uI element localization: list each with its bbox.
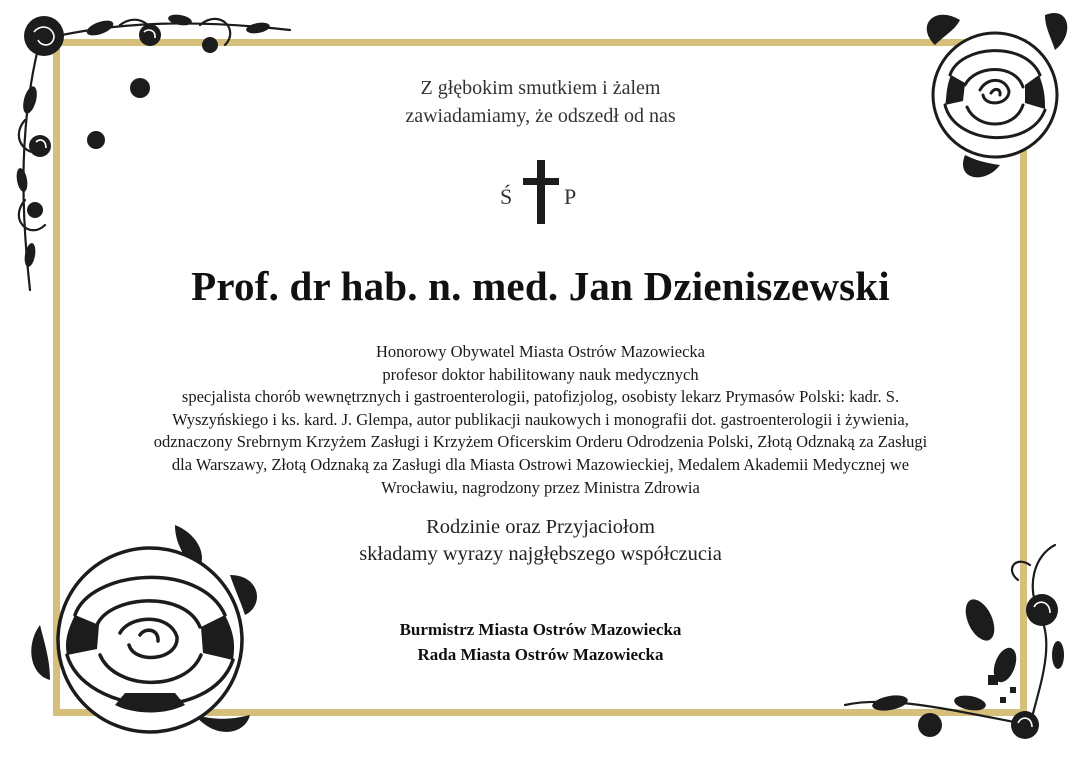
bio-line: Honorowy Obywatel Miasta Ostrów Mazowiecka xyxy=(375,342,705,361)
bio-line: dla Warszawy, Złotą Odznaką za Zasługi dla Miasta Ostrowi Mazowieckiej, Medalem Akademii Medycznej we xyxy=(171,454,910,474)
cross-icon xyxy=(523,160,559,224)
deceased-name: Prof. dr hab. n. med. Jan Dzieniszewski xyxy=(191,263,890,309)
condolence-text xyxy=(0,514,1081,568)
biography xyxy=(80,341,1001,499)
bio-line: Wyszyńskiego i ks. kard. J. Glempa, autor publikacji naukowych i monografii dot. gastroenterologii i żywienia, xyxy=(172,409,909,429)
bio-line: odznaczony Srebrnym Krzyżem Zasługi i Krzyżem Oficerskim Orderu Odrodzenia Polski, Złotą Odznaką za Zasługi xyxy=(153,432,928,452)
signature-line: Burmistrz Miasta Ostrów Mazowiecka xyxy=(399,620,682,639)
condolence-line-2: składamy wyrazy najgłębszego współczucia xyxy=(359,543,722,565)
bio-line: profesor doktor habilitowany nauk medycznych xyxy=(382,364,699,384)
intro-line-1: Z głębokim smutkiem i żalem xyxy=(420,77,661,99)
bio-line: Wrocławiu, nagrodzony przez Ministra Zdrowia xyxy=(381,477,700,497)
condolence-line-1: Rodzinie oraz Przyjaciołom xyxy=(426,516,655,538)
bio-line: specjalista chorób wewnętrznych i gastroenterologii, patofizjolog, osobisty lekarz Prymasów Polski: kadr. S. xyxy=(181,387,900,407)
intro-text xyxy=(0,74,1081,130)
rose-top-left-icon xyxy=(0,0,300,300)
signatures xyxy=(0,617,1081,667)
intro-line-2: zawiadamiamy, że odszedł od nas xyxy=(405,105,676,127)
letter-p: P xyxy=(564,184,577,209)
signature-line: Rada Miasta Ostrów Mazowiecka xyxy=(417,645,664,664)
letter-s: Ś xyxy=(500,184,513,209)
cross-symbol xyxy=(0,160,1081,230)
